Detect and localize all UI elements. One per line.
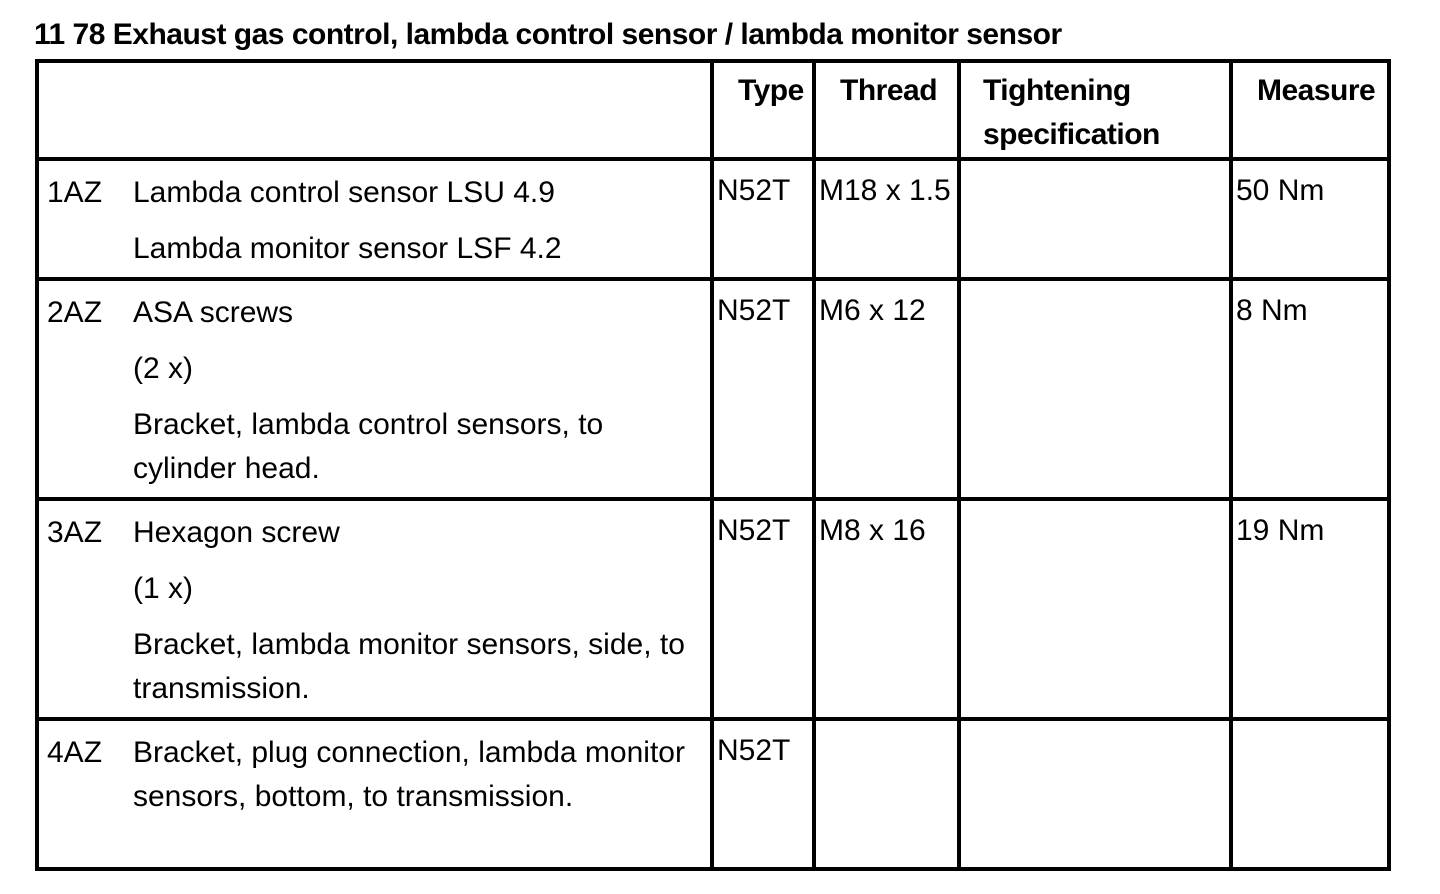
thread-cell: M6 x 12 bbox=[814, 279, 959, 499]
description-line: (1 x) bbox=[133, 572, 193, 605]
position-code: 4AZ bbox=[47, 736, 103, 769]
header-measure: Measure bbox=[1231, 61, 1389, 159]
description-line: Lambda control sensor LSU 4.9 bbox=[133, 176, 555, 209]
description-line: (2 x) bbox=[133, 352, 193, 385]
page-title: 11 78 Exhaust gas control, lambda control sensor / lambda monitor sensor bbox=[34, 18, 1062, 51]
description-line: Bracket, lambda monitor sensors, side, to transmission. bbox=[133, 628, 685, 705]
measure-cell: 8 Nm bbox=[1231, 279, 1389, 499]
tightening-cell bbox=[959, 159, 1231, 279]
header-thread: Thread bbox=[814, 61, 959, 159]
measure-cell: 50 Nm bbox=[1231, 159, 1389, 279]
tightening-torque-table bbox=[35, 59, 1391, 871]
description-line: Bracket, plug connection, lambda monitor sensors, bottom, to transmission. bbox=[133, 736, 685, 813]
header-description bbox=[37, 61, 712, 159]
type-cell: N52T bbox=[712, 159, 814, 279]
tightening-cell bbox=[959, 279, 1231, 499]
table-row bbox=[37, 499, 1389, 719]
position-code: 3AZ bbox=[47, 516, 103, 549]
row-description-cell bbox=[37, 279, 712, 499]
description-line: Bracket, lambda control sensors, to cylinder head. bbox=[133, 408, 604, 485]
position-code: 1AZ bbox=[47, 176, 103, 209]
tightening-cell bbox=[959, 719, 1231, 869]
row-description-cell bbox=[37, 159, 712, 279]
thread-cell: M18 x 1.5 bbox=[814, 159, 959, 279]
row-description-cell bbox=[37, 499, 712, 719]
measure-cell: 19 Nm bbox=[1231, 499, 1389, 719]
position-code: 2AZ bbox=[47, 296, 103, 329]
table-row bbox=[37, 719, 1389, 869]
description-line: Lambda monitor sensor LSF 4.2 bbox=[133, 232, 562, 265]
header-tightening-specification: Tightening specification bbox=[959, 61, 1231, 159]
thread-cell: M8 x 16 bbox=[814, 499, 959, 719]
description-line: ASA screws bbox=[133, 296, 294, 329]
tightening-cell bbox=[959, 499, 1231, 719]
type-cell: N52T bbox=[712, 719, 814, 869]
row-description-cell bbox=[37, 719, 712, 869]
table-header-row bbox=[37, 61, 1389, 159]
table-row bbox=[37, 279, 1389, 499]
description-line: Hexagon screw bbox=[133, 516, 340, 549]
type-cell: N52T bbox=[712, 499, 814, 719]
measure-cell bbox=[1231, 719, 1389, 869]
table-row bbox=[37, 159, 1389, 279]
type-cell: N52T bbox=[712, 279, 814, 499]
thread-cell bbox=[814, 719, 959, 869]
header-type: Type bbox=[712, 61, 814, 159]
